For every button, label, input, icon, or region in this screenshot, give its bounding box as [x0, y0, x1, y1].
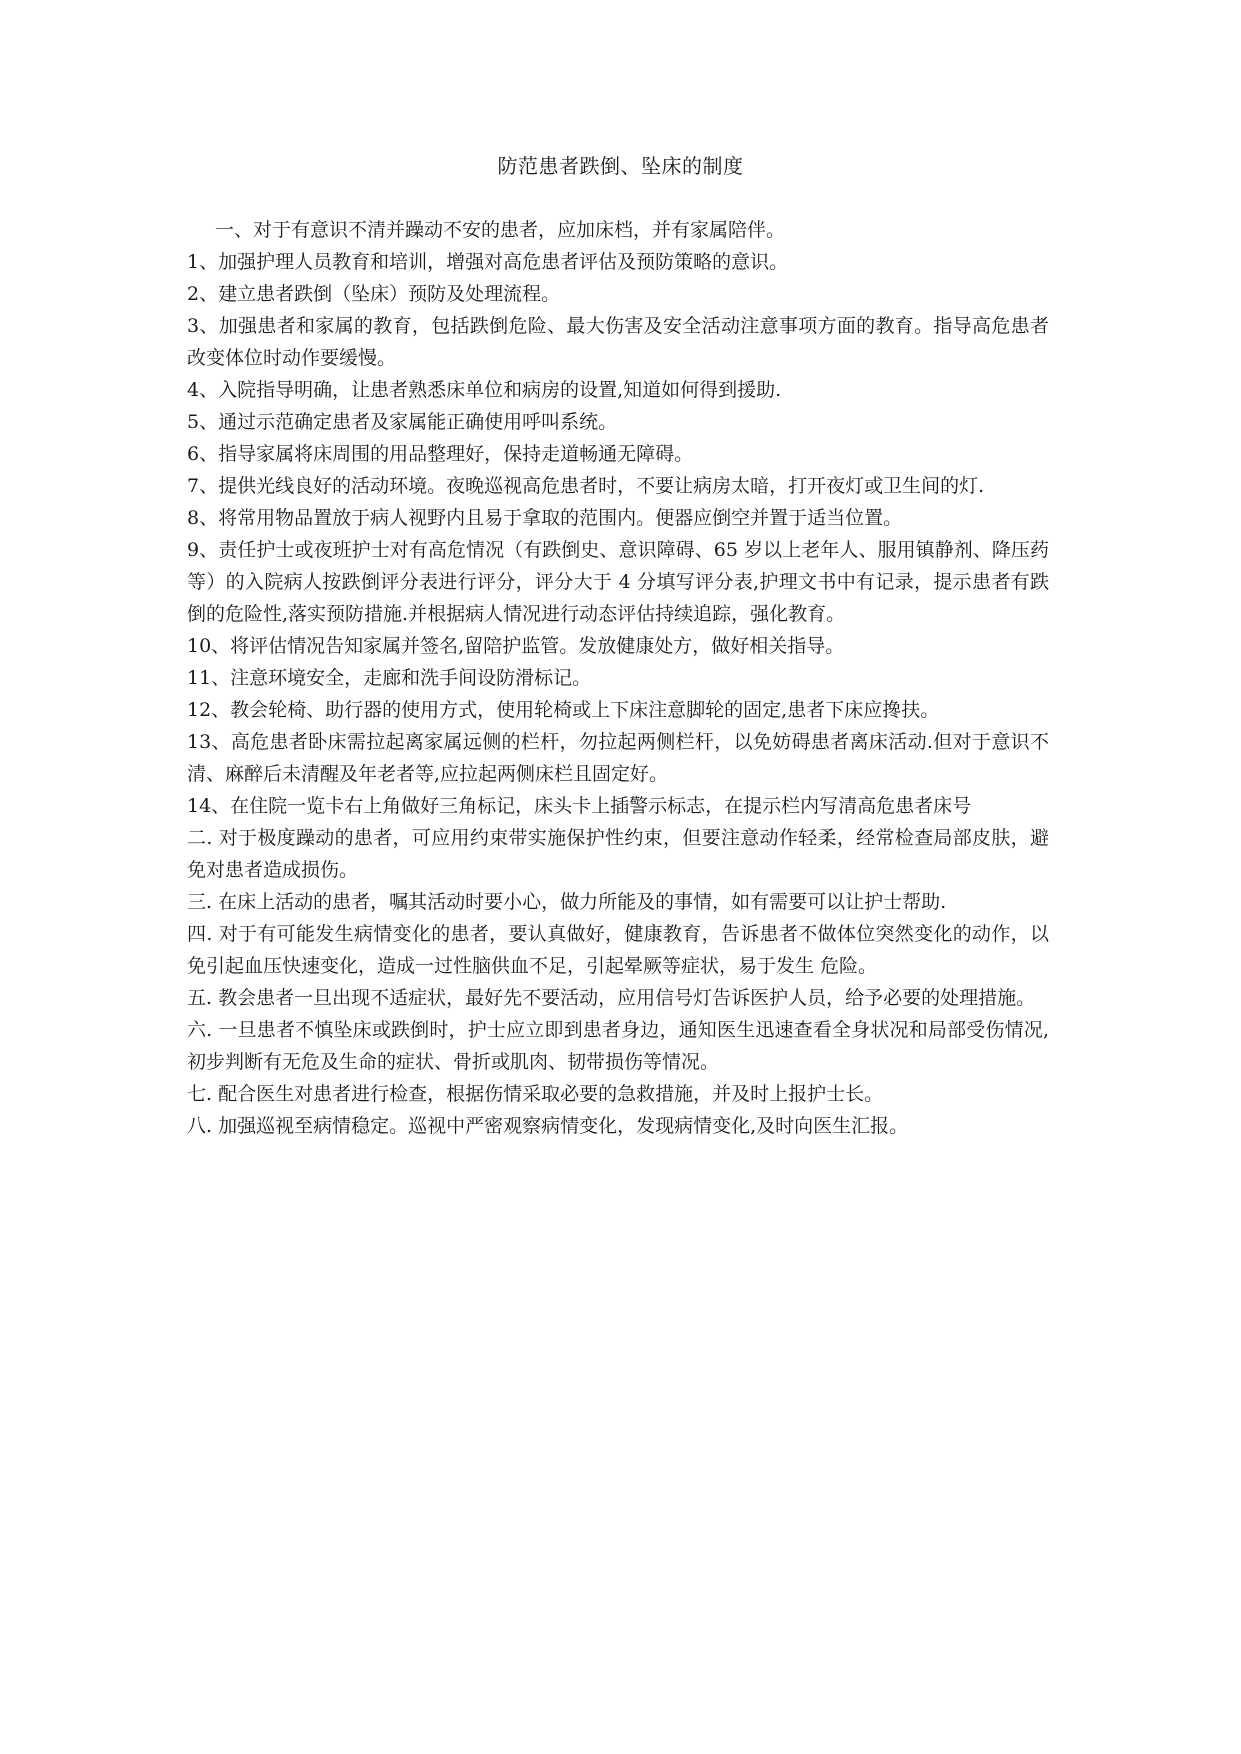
paragraph-22: 八. 加强巡视至病情稳定。巡视中严密观察病情变化，发现病情变化,及时向医生汇报。 [187, 1115, 909, 1137]
paragraph-17: 三. 在床上活动的患者，嘱其活动时要小心，做力所能及的事情，如有需要可以让护士帮助. [187, 891, 947, 913]
document-title: 防范患者跌倒、坠床的制度 [497, 154, 744, 178]
paragraph-1: 一、对于有意识不清并躁动不安的患者，应加床档，并有家属陪伴。 [215, 219, 786, 241]
paragraph-14: 13、高危患者卧床需拉起离家属远侧的栏杆，勿拉起两侧栏杆，以免妨碍患者离床活动.但对于意识不清、麻醉后未清醒及年老者等,应拉起两侧床栏且固定好。 [187, 731, 1049, 785]
paragraph-10: 9、责任护士或夜班护士对有高危情况（有跌倒史、意识障碍、65 岁以上老年人、服用镇静剂、降压药等）的入院病人按跌倒评分表进行评分，评分大于 4 分填写评分表,护理文书中有记录，提示患者有跌倒的危险性,落实预防措施.并根据病人情况进行动态评估持续追踪，强化教育。 [187, 539, 1049, 625]
paragraph-2: 1、加强护理人员教育和培训，增强对高危患者评估及预防策略的意识。 [187, 251, 789, 273]
document-body [187, 214, 1049, 1142]
paragraph-16: 二. 对于极度躁动的患者，可应用约束带实施保护性约束，但要注意动作轻柔，经常检查局部皮肤，避免对患者造成损伤。 [187, 827, 1049, 881]
paragraph-9: 8、将常用物品置放于病人视野内且易于拿取的范围内。便器应倒空并置于适当位置。 [187, 507, 903, 529]
paragraph-21: 七. 配合医生对患者进行检查，根据伤情采取必要的急救措施，并及时上报护士长。 [187, 1083, 884, 1105]
paragraph-3: 2、建立患者跌倒（坠床）预防及处理流程。 [187, 283, 561, 305]
paragraph-20: 六. 一旦患者不慎坠床或跌倒时，护士应立即到患者身边，通知医生迅速查看全身状况和局部受伤情况,初步判断有无危及生命的症状、骨折或肌肉、韧带损伤等情况。 [187, 1019, 1049, 1073]
paragraph-12: 11、注意环境安全，走廊和洗手间设防滑标记。 [187, 667, 592, 689]
paragraph-6: 5、通过示范确定患者及家属能正确使用呼叫系统。 [187, 411, 618, 433]
paragraph-15: 14、在住院一览卡右上角做好三角标记，床头卡上插警示标志，在提示栏内写清高危患者床号 [187, 795, 972, 817]
paragraph-5: 4、入院指导明确，让患者熟悉床单位和病房的设置,知道如何得到援助. [187, 379, 782, 401]
paragraph-7: 6、指导家属将床周围的用品整理好，保持走道畅通无障碍。 [187, 443, 694, 465]
paragraph-18: 四. 对于有可能发生病情变化的患者，要认真做好，健康教育，告诉患者不做体位突然变化的动作，以免引起血压快速变化，造成一过性脑供血不足，引起晕厥等症状，易于发生 危险。 [187, 923, 1049, 977]
paragraph-19: 五. 教会患者一旦出现不适症状，最好先不要活动，应用信号灯告诉医护人员，给予必要的处理措施。 [187, 987, 1036, 1009]
paragraph-4: 3、加强患者和家属的教育，包括跌倒危险、最大伤害及安全活动注意事项方面的教育。指导高危患者改变体位时动作要缓慢。 [187, 315, 1049, 369]
paragraph-13: 12、教会轮椅、助行器的使用方式，使用轮椅或上下床注意脚轮的固定,患者下床应搀扶。 [187, 699, 940, 721]
paragraph-11: 10、将评估情况告知家属并签名,留陪护监管。发放健康处方，做好相关指导。 [187, 635, 845, 657]
paragraph-8: 7、提供光线良好的活动环境。夜晚巡视高危患者时，不要让病房太暗，打开夜灯或卫生间的灯. [187, 475, 985, 497]
